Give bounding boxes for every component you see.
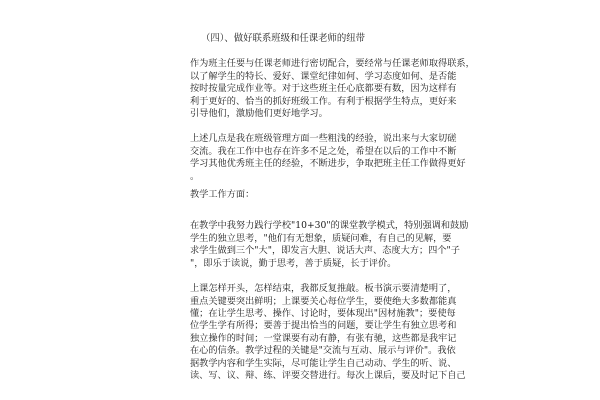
paragraph-cooperation	[190, 58, 475, 120]
paragraph-teaching-mode	[190, 220, 469, 270]
text-line: 引导他们，激励他们更好地学习。	[190, 108, 328, 120]
text-line: 利于更好的、恰当的抓好班级工作。有利于根据学生特点，更好来	[190, 95, 457, 107]
text-line: 上述几点是我在班级管理方面一些粗浅的经验，说出来与大家切磋	[190, 133, 457, 145]
section-heading: （四）、做好联系班级和任课老师的纽带	[201, 33, 366, 44]
text-line: 重点关键要突出鲜明；上课要关心每位学生，要使绝大多数都能真	[190, 295, 457, 307]
paragraph-lesson-design	[190, 283, 466, 382]
text-line: 懂；在让学生思考、操作、讨论时，要体现出"因材施教"；要使每	[190, 307, 456, 319]
text-line: 位学生学有所得；要善于提出恰当的问题，要让学生有独立思考和	[190, 320, 457, 332]
teaching-subheading: 教学工作方面：	[190, 189, 255, 201]
text-line: 在教学中我努力践行学校"10+30"的课堂教学模式，特别强调和鼓励	[190, 220, 469, 232]
text-line: 上课怎样开头，怎样结束，我都反复推敲。板书演示要清楚明了，	[190, 283, 457, 295]
text-line: 。	[190, 170, 200, 182]
text-line: 交流。我在工作中也存在许多不足之处，希望在以后的工作中不断	[190, 145, 457, 157]
text-line: 独立操作的时间；一堂课要有动有静，有张有驰，这些都是我牢记	[190, 332, 457, 344]
text-line: 求学生做到三个"大"，即发言大胆、说话大声、态度大方；四个"子	[190, 245, 460, 257]
text-line: 以了解学生的特长、爱好、课堂纪律如何、学习态度如何、是否能	[190, 70, 457, 82]
text-line: 据教学内容和学生实际，尽可能让学生自己动动、学生的听、说、	[190, 357, 457, 369]
text-line: 在心的信条。教学过程的关键是"交流与互动、展示与评价"。我依	[190, 345, 456, 357]
paragraph-summary	[190, 133, 466, 183]
text-line: 按时按量完成作业等。对于这些班主任心底都要有数，因为这样有	[190, 83, 457, 95]
text-line: 学生的独立思考，"他们有无想象，质疑问难，有自己的见解，要	[190, 232, 452, 244]
text-line: 作为班主任要与任课老师进行密切配合，要经常与任课老师取得联系，	[190, 58, 475, 70]
text-line: 学习其他优秀班主任的经验，不断进步，争取把班主任工作做得更好	[190, 158, 466, 170]
text-line: "，即乐于读说，勤于思考，善于质疑，长于评价。	[190, 257, 397, 269]
document-body	[190, 33, 475, 395]
text-line: 读、写、议、辩、练、评要交替进行。每次上课后，要及时记下自己	[190, 369, 466, 381]
